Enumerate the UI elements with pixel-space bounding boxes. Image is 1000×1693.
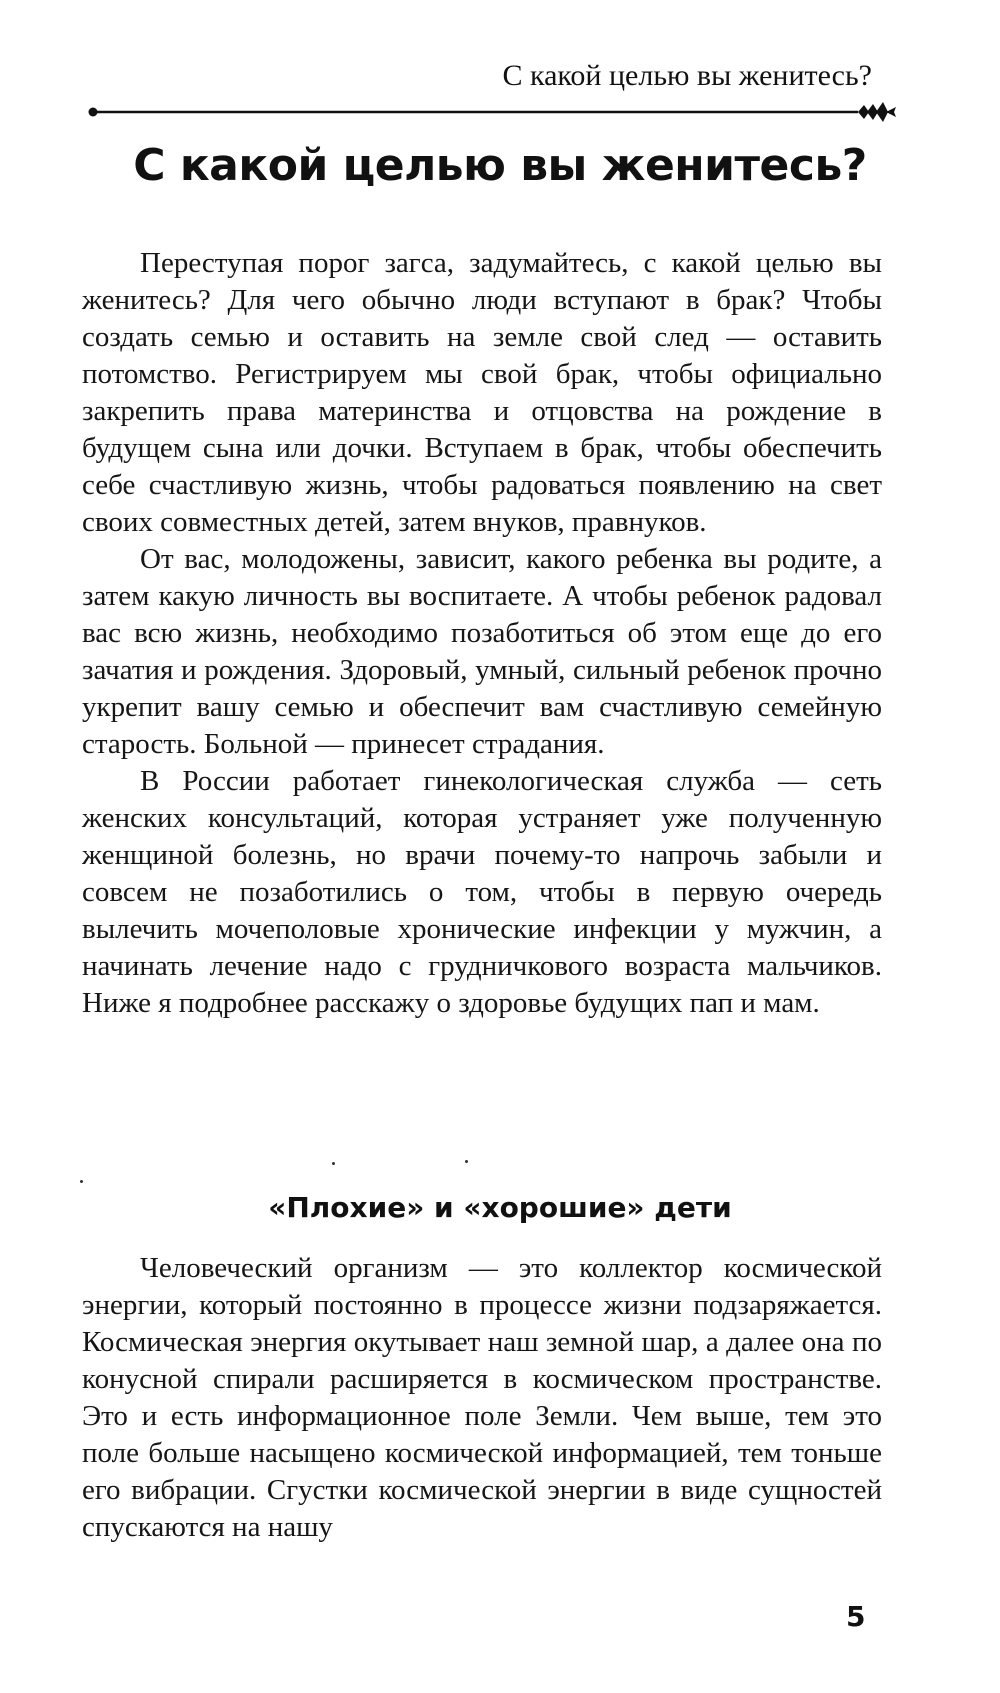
print-speck [465,1160,468,1163]
header-rule-ornament-icon [88,100,898,124]
section-title: «Плохие» и «хорошие» дети [268,1191,732,1224]
paragraph: В России работает гинекологическая служба — сеть женских консультаций, которая устраняет уже полученную женщиной болезнь, но врачи почему-то напрочь забыли и совсем не позаботились о том, чтобы в первую очередь вылечить мочеполовые хронические инфекции у мужчин, а начинать лечение надо с грудничкового возраста мальчиков. Ниже я подробнее расскажу о здоровье будущих пап и мам. [82,765,882,1019]
print-speck [332,1162,335,1165]
page-number: 5 [846,1600,866,1633]
chapter-title: С какой целью вы женитесь? [133,140,867,191]
print-speck [80,1180,83,1183]
paragraph: Переступая порог загса, задумайтесь, с какой целью вы женитесь? Для чего обычно люди вступают в брак? Чтобы создать семью и оставить на земле свой след — оставить потомство. Регистрируем мы свой брак, чтобы официально закрепить права материнства и отцовства на рождение в будущем сына или дочки. Вступаем в брак, чтобы обеспечить себе счастливую жизнь, чтобы радоваться появлению на свет своих совместных детей, затем внуков, правнуков. [82,247,882,538]
paragraph: Человеческий организм — это коллектор космической энергии, который постоянно в процессе жизни подзаряжается. Космическая энергия окутывает наш земной шар, а далее она по конусной спирали расширяется в космическом пространстве. Это и есть информационное поле Земли. Чем выше, тем это поле больше насыщено космической информацией, тем тоньше его вибрации. Сгустки космической энергии в виде сущностей спускаются на нашу [82,1252,882,1543]
paragraph: От вас, молодожены, зависит, какого ребенка вы родите, а затем какую личность вы воспитаете. А чтобы ребенок радовал вас всю жизнь, необходимо позаботиться об этом еще до его зачатия и рождения. Здоровый, умный, сильный ребенок прочно укрепит вашу семью и обеспечит вам счастливую семейную старость. Больной — принесет страдания. [82,543,882,760]
section-body [82,1250,882,1546]
running-head: С какой целью вы женитесь? [502,59,872,92]
chapter-body [82,245,882,1022]
